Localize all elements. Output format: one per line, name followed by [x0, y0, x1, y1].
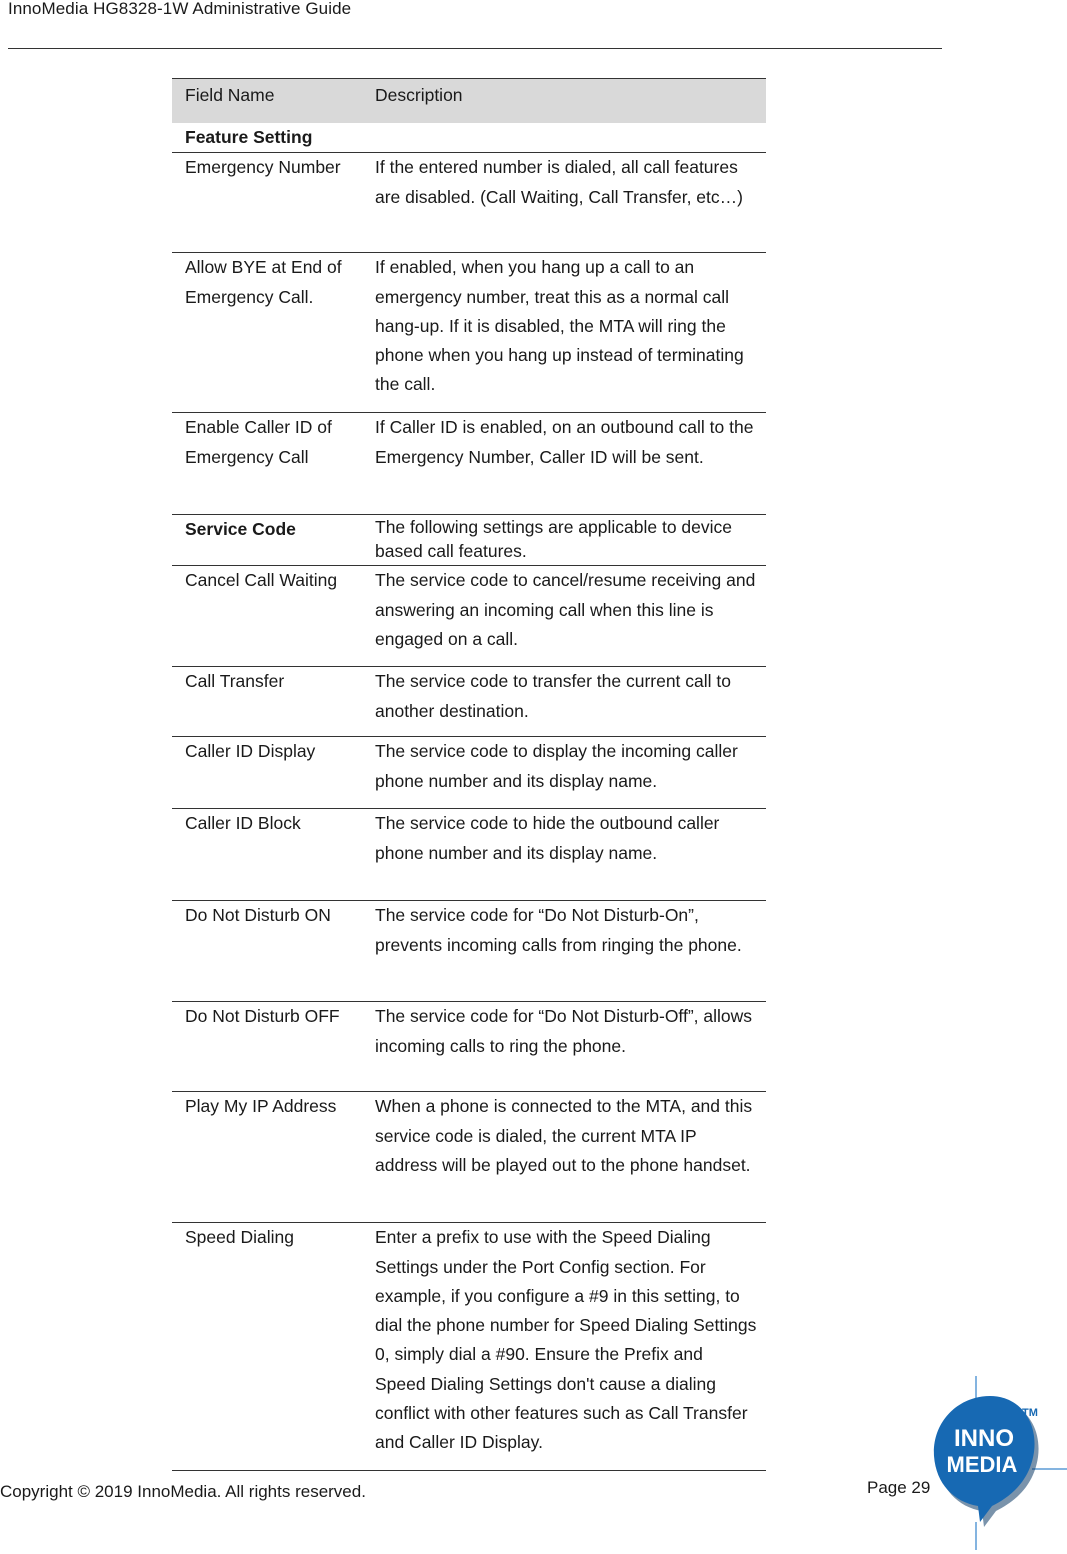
logo-text-media: MEDIA	[946, 1452, 1018, 1477]
field-name-cell: Play My IP Address	[185, 1096, 337, 1117]
table-row	[172, 1092, 766, 1223]
field-name-cell: Allow BYE at End of Emergency Call.	[185, 257, 342, 307]
table-row	[172, 253, 766, 413]
innomedia-logo	[920, 1372, 1067, 1554]
field-name-cell: Caller ID Display	[185, 741, 316, 762]
table-row	[172, 809, 766, 901]
column-header-field-name: Field Name	[185, 85, 275, 105]
field-name-cell: Cancel Call Waiting	[185, 570, 338, 591]
description-cell: Enter a prefix to use with the Speed Dialing Settings under the Port Config section. For example, if you configure a #9 in this setting, to dial the phone number for Speed Dialing Settings 0, simply dial a #90. Ensure the Prefix and Speed Dialing Settings don't cause a dialing conflict with other features such as Call Transfer and Caller ID Display.	[375, 1227, 757, 1453]
description-cell: The service code to display the incoming caller phone number and its display name.	[375, 741, 738, 791]
table-row	[172, 1223, 766, 1471]
logo-text-inno: INNO	[954, 1425, 1014, 1452]
footer-page-number: Page 29	[867, 1478, 931, 1497]
description-cell: If Caller ID is enabled, on an outbound call to the Emergency Number, Caller ID will be sent.	[375, 417, 754, 467]
column-header-description: Description	[375, 85, 463, 105]
section-description: The following settings are applicable to device based call features.	[375, 517, 733, 562]
table-section-row	[172, 123, 766, 153]
description-cell: If the entered number is dialed, all call features are disabled. (Call Waiting, Call Transfer, etc…)	[375, 157, 743, 207]
description-cell: The service code to transfer the current call to another destination.	[375, 671, 731, 721]
table-header-row	[172, 79, 766, 124]
field-name-cell: Emergency Number	[185, 157, 341, 178]
document-header-title: InnoMedia HG8328-1W Administrative Guide	[8, 0, 352, 18]
section-title: Feature Setting	[185, 127, 313, 147]
description-cell: The service code for “Do Not Disturb-Off”, allows incoming calls to ring the phone.	[375, 1006, 753, 1056]
field-name-cell: Caller ID Block	[185, 813, 301, 834]
header-divider	[8, 48, 942, 49]
table-row	[172, 153, 766, 253]
field-description-table	[172, 78, 766, 1471]
table-row	[172, 901, 766, 1002]
table-row	[172, 737, 766, 809]
table-section-row	[172, 515, 766, 566]
field-name-cell: Speed Dialing	[185, 1227, 294, 1248]
section-title: Service Code	[185, 519, 296, 540]
field-name-cell: Call Transfer	[185, 671, 285, 692]
field-name-cell: Do Not Disturb ON	[185, 905, 331, 926]
footer-copyright: Copyright © 2019 InnoMedia. All rights reserved.	[0, 1482, 366, 1501]
table-row	[172, 413, 766, 515]
description-cell: The service code for “Do Not Disturb-On”, prevents incoming calls from ringing the phone.	[375, 905, 742, 955]
field-name-cell: Enable Caller ID of Emergency Call	[185, 417, 332, 467]
description-cell: The service code to cancel/resume receiving and answering an incoming call when this line is engaged on a call.	[375, 570, 756, 649]
table-row	[172, 566, 766, 667]
description-cell: The service code to hide the outbound caller phone number and its display name.	[375, 813, 720, 863]
logo-trademark: TM	[1022, 1407, 1038, 1419]
description-cell: When a phone is connected to the MTA, and this service code is dialed, the current MTA IP address will be played out to the phone handset.	[375, 1096, 753, 1175]
field-name-cell: Do Not Disturb OFF	[185, 1006, 340, 1027]
table-row	[172, 1002, 766, 1092]
section-description	[362, 123, 766, 153]
description-cell: If enabled, when you hang up a call to an emergency number, treat this as a normal call hang-up. If it is disabled, the MTA will ring the phone when you hang up instead of terminating the call.	[375, 257, 744, 395]
table-row	[172, 667, 766, 737]
